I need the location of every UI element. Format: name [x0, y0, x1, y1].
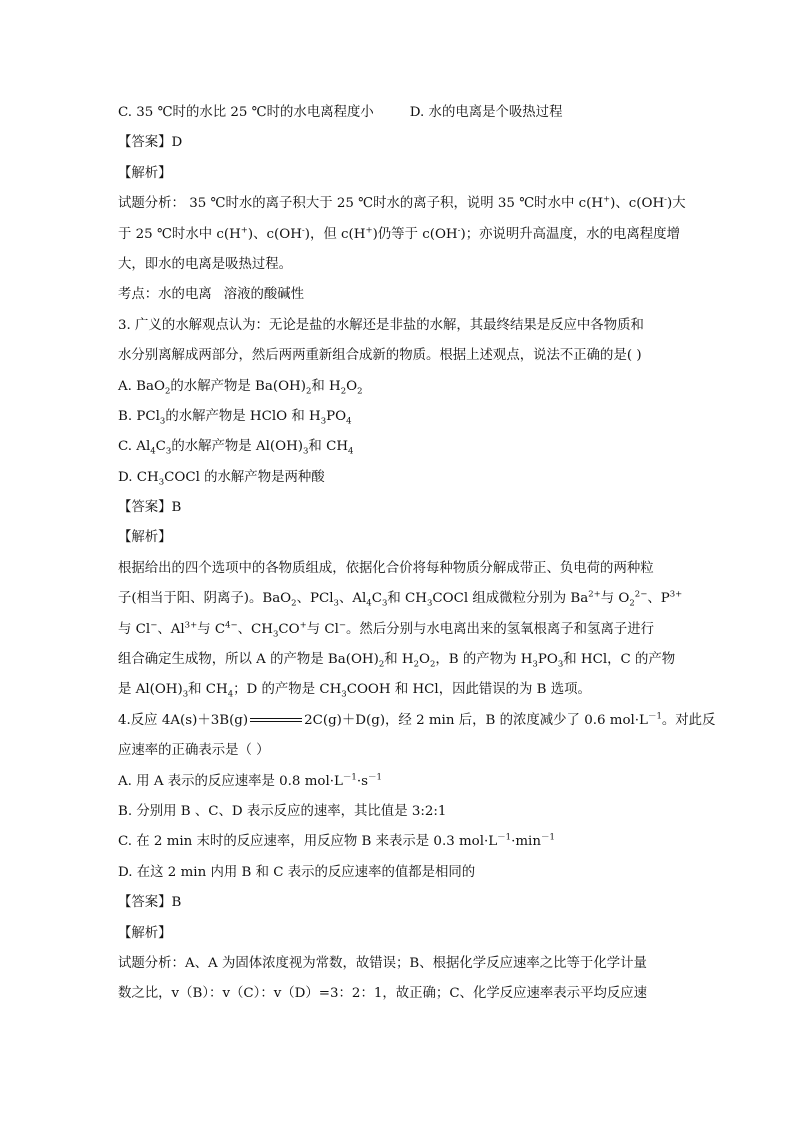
subscript: 2 [291, 598, 297, 609]
question-3-stem: 3. 广义的水解观点认为：无论是盐的水解还是非盐的水解，其最终结果是反应中各物质和 [118, 317, 644, 333]
text-run: ，B 的产物为 H [435, 652, 533, 668]
subscript: 3 [320, 416, 327, 427]
question-4-option-c [118, 827, 678, 857]
text-run: O [346, 378, 358, 394]
analysis-text-line: 大，即水的电离是吸热过程。 [118, 256, 293, 272]
subscript: 3 [426, 598, 433, 609]
subscript: 3 [303, 446, 309, 457]
subscript: 2 [629, 598, 635, 609]
superscript: + [299, 620, 307, 631]
text-run: 与 Cl [118, 621, 151, 637]
subscript: 3 [333, 598, 339, 609]
text-run: COCl 的水解产物是两种酸 [164, 469, 325, 485]
text-run: A. BaO [118, 378, 165, 394]
analysis-text-line [118, 645, 678, 675]
key-points-line [118, 280, 678, 310]
subscript: 3 [182, 690, 189, 701]
text-run: ；D 的产物是 CH [233, 682, 342, 698]
superscript: －1 [342, 772, 357, 783]
superscript: + [240, 225, 248, 236]
text-run: O [419, 652, 430, 668]
subscript: 3 [557, 659, 564, 670]
answer-label: 【答案】B [118, 500, 182, 516]
text-run: CO [278, 621, 300, 637]
superscript: + [365, 225, 373, 236]
text-run: 和 CH [188, 682, 228, 698]
question-3-option-a [118, 372, 678, 402]
text-run: C [155, 439, 166, 455]
text-run: 与 Cl [306, 621, 339, 637]
analysis-text-line [118, 615, 678, 645]
text-run: )大 [667, 196, 686, 212]
text-run: 考点：水的电离 [118, 287, 212, 303]
text-run: 4.反应 4A(s)＋3B(g) [118, 712, 249, 728]
analysis-label: 【解析】 [118, 165, 172, 181]
subscript: 3 [272, 629, 279, 640]
superscript: －1 [540, 832, 555, 843]
subscript: 3 [158, 477, 165, 488]
text-run: 。然后分别与水电离出来的氢氧根离子和氢离子进行 [346, 621, 655, 637]
text-run: 与 C [197, 621, 226, 637]
superscript: 4− [225, 620, 238, 631]
text-run: 、PCl [296, 591, 334, 607]
text-run: 是 Al(OH) [118, 682, 183, 698]
question-3-option-c [118, 432, 678, 462]
text-run: 和 CH [387, 591, 427, 607]
equilibrium-arrow-icon [248, 715, 304, 725]
document-page [118, 98, 716, 1010]
text-run: 的水解产物是 Al(OH) [171, 439, 303, 455]
text-run: 的水解产物是 Ba(OH) [170, 378, 306, 394]
text-run: )、c(OH [247, 226, 302, 242]
text-run: COCl 组成微粒分别为 Ba [432, 591, 589, 607]
text-run: )、c(OH [610, 196, 665, 212]
subscript: 2 [413, 659, 420, 670]
question-3-option-b [118, 402, 678, 432]
superscript: 3+ [184, 620, 198, 631]
answer-label: 【答案】D [118, 135, 183, 151]
text-run: 、P [647, 591, 670, 607]
text-run: A. 用 A 表示的反应速率是 0.8 mol·L [118, 773, 343, 789]
question-3-option-d [118, 463, 678, 493]
text-run: C. 在 2 min 末时的反应速率，用反应物 B 来表示是 0.3 mol·L [118, 834, 498, 850]
question-4-option-a [118, 767, 678, 797]
superscript: - [301, 225, 305, 236]
text-run: )；亦说明升高温度，水的电离程度增 [460, 226, 680, 242]
text-run: 和 H [384, 652, 414, 668]
analysis-text-line [118, 675, 678, 705]
text-run: 。对此反 [661, 712, 716, 728]
subscript: 3 [341, 690, 347, 701]
superscript: − [150, 620, 158, 631]
text-run: C. Al [118, 439, 151, 455]
text-run: 和 HCl，C 的产物 [563, 652, 676, 668]
text-run: )仍等于 c(OH [372, 226, 458, 242]
text-run: PO [326, 408, 347, 424]
subscript: 4 [150, 446, 156, 457]
superscript: + [603, 194, 611, 205]
answer-label: 【答案】B [118, 895, 182, 911]
subscript: 4 [227, 690, 234, 701]
text-run: 、Al [157, 621, 185, 637]
text-run: 和 CH [308, 439, 348, 455]
text-run: COOH 和 HCl，因此错误的为 B 选项。 [346, 682, 591, 698]
superscript: 3+ [669, 589, 683, 600]
analysis-text-line [118, 220, 678, 250]
text-run: )，但 c(H [304, 226, 366, 242]
question-4-stem [118, 706, 716, 736]
text-run: ·min [511, 834, 541, 850]
subscript: 3 [159, 416, 166, 427]
text-run: 2C(g)＋D(g)，经 2 min 后，B 的浓度减少了 0.6 mol·L [304, 712, 648, 728]
text-run: 和 H [311, 378, 341, 394]
analysis-text-line: 根据给出的四个选项中的各物质组成，依据化合价将每种物质分解成带正、负电荷的两种粒 [118, 560, 654, 576]
text-run: PO [537, 652, 558, 668]
question-3-stem: 水分别离解成两部分，然后两两重新组合成新的物质。根据上述观点，说法不正确的是( ) [118, 348, 642, 364]
text-run: 试题分析： 35 ℃时水的离子积大于 25 ℃时水的离子积，说明 35 ℃时水中 c(H [118, 196, 604, 212]
subscript: 3 [381, 598, 388, 609]
superscript: －1 [497, 832, 512, 843]
text-run: D. CH [118, 469, 159, 485]
text-run: ·s [356, 773, 368, 789]
subscript: 4 [366, 598, 372, 609]
superscript: －1 [647, 711, 662, 722]
text-run: 子(相当于阳、阴离子)。BaO [118, 591, 292, 607]
text-run: C [371, 591, 382, 607]
superscript: 2+ [588, 589, 601, 600]
text-run: 溶液的酸碱性 [223, 287, 305, 303]
superscript: 2− [634, 589, 648, 600]
option-c: C. 35 ℃时的水比 25 ℃时的水电离程度小 [118, 105, 374, 120]
question-4-option-b: B. 分别用 B 、C、D 表示反应的速率，其比值是 3:2:1 [118, 803, 447, 819]
text-run: 组合确定生成物，所以 A 的产物是 Ba(OH) [118, 652, 379, 668]
subscript: 3 [532, 659, 538, 670]
text-run: B. PCl [118, 408, 160, 424]
subscript: 2 [378, 659, 385, 670]
subscript: 2 [305, 386, 312, 397]
text-run: 于 25 ℃时水中 c(H [118, 226, 241, 242]
subscript: 2 [430, 659, 436, 670]
option-c-and-d-line [118, 98, 678, 128]
superscript: − [338, 620, 347, 631]
subscript: 2 [357, 386, 363, 397]
option-d: D. 水的电离是个吸热过程 [409, 105, 563, 120]
text-run: 与 O [600, 591, 630, 607]
text-run: 的水解产物是 HClO 和 H [165, 408, 321, 424]
analysis-text-line: 数之比，v（B）：v（C）：v（D）=3：2：1，故正确；C、化学反应速率表示平均反应速 [118, 986, 648, 1002]
subscript: 3 [165, 446, 172, 457]
question-4-option-d: D. 在这 2 min 内用 B 和 C 表示的反应速率的值都是相同的 [118, 864, 476, 880]
subscript: 4 [346, 416, 352, 427]
subscript: 4 [348, 446, 354, 457]
text-run: 、CH [237, 621, 273, 637]
superscript: - [457, 225, 461, 236]
analysis-label: 【解析】 [118, 925, 172, 941]
analysis-label: 【解析】 [118, 530, 172, 546]
text-run: 、Al [338, 591, 367, 607]
analysis-text-line [118, 189, 686, 219]
superscript: - [664, 194, 668, 205]
analysis-text-line: 试题分析：A、A 为固体浓度视为常数，故错误；B、根据化学反应速率之比等于化学计量 [118, 955, 647, 971]
analysis-text-line [118, 584, 683, 614]
question-4-stem: 应速率的正确表示是（ ） [118, 743, 270, 759]
subscript: 2 [340, 386, 347, 397]
subscript: 2 [165, 386, 171, 397]
superscript: －1 [367, 772, 382, 783]
